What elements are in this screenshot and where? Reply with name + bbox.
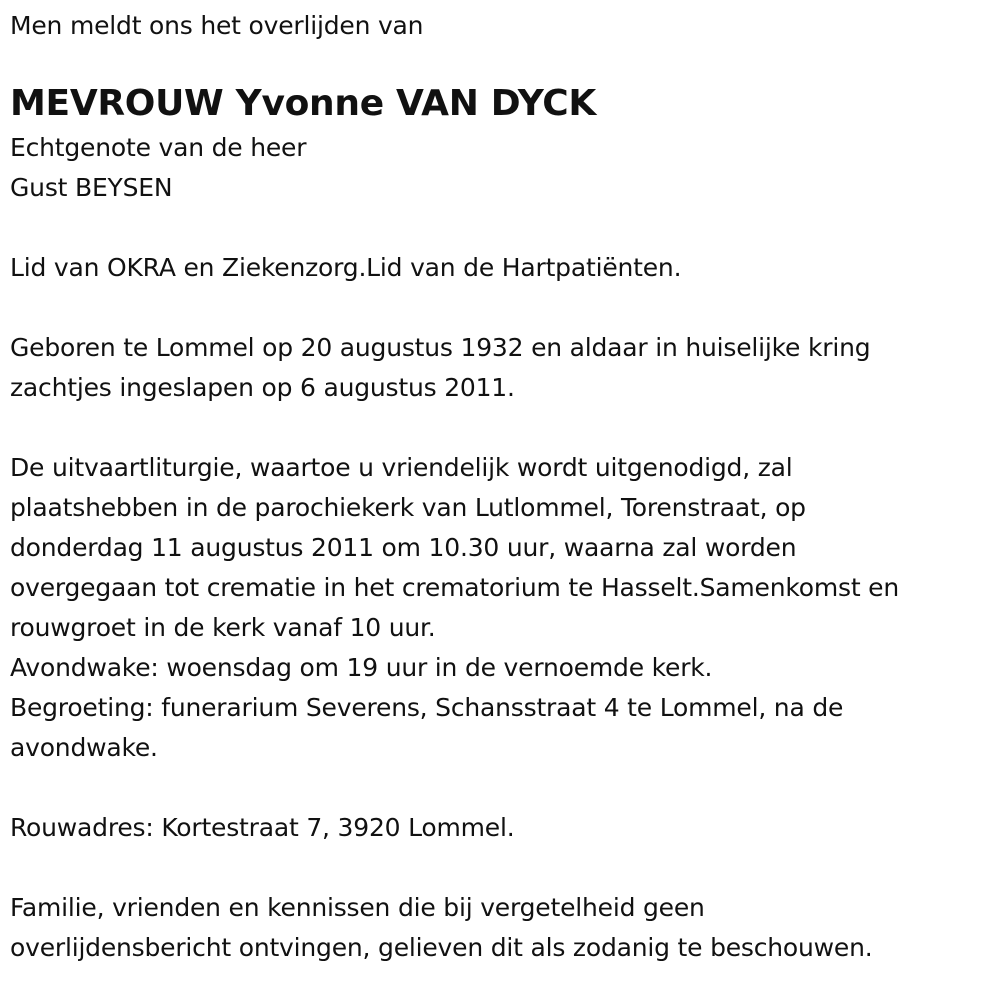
spacer <box>10 848 990 888</box>
closing-line-1: Familie, vrienden en kennissen die bij vergetelheid geen <box>10 893 705 922</box>
spacer <box>10 768 990 808</box>
funeral-line-1: De uitvaartliturgie, waartoe u vriendelijk wordt uitgenodigd, zal <box>10 453 793 482</box>
spacer <box>10 46 990 80</box>
greeting-line-1: Begroeting: funerarium Severens, Schansstraat 4 te Lommel, na de <box>10 693 844 722</box>
membership-text: Lid van OKRA en Ziekenzorg.Lid van de Hartpatiënten. <box>10 253 682 282</box>
mourning-address: Rouwadres: Kortestraat 7, 3920 Lommel. <box>10 813 515 842</box>
spacer <box>10 288 990 328</box>
spouse-line-1: Echtgenote van de heer <box>10 133 307 162</box>
funeral-line-4: overgegaan tot crematie in het crematorium te Hasselt.Samenkomst en <box>10 573 899 602</box>
greeting-line-2: avondwake. <box>10 733 158 762</box>
spacer <box>10 208 990 248</box>
wake-text: Avondwake: woensdag om 19 uur in de vernoemde kerk. <box>10 653 713 682</box>
spacer <box>10 408 990 448</box>
intro-text: Men meldt ons het overlijden van <box>10 11 424 40</box>
deceased-name: MEVROUW Yvonne VAN DYCK <box>10 83 596 124</box>
birth-line-1: Geboren te Lommel op 20 augustus 1932 en aldaar in huiselijke kring <box>10 333 871 362</box>
birth-line-2: zachtjes ingeslapen op 6 augustus 2011. <box>10 373 515 402</box>
funeral-line-5: rouwgroet in de kerk vanaf 10 uur. <box>10 613 436 642</box>
spouse-line-2: Gust BEYSEN <box>10 173 173 202</box>
funeral-line-3: donderdag 11 augustus 2011 om 10.30 uur, waarna zal worden <box>10 533 797 562</box>
closing-line-2: overlijdensbericht ontvingen, gelieven dit als zodanig te beschouwen. <box>10 933 873 962</box>
funeral-line-2: plaatshebben in de parochiekerk van Lutlommel, Torenstraat, op <box>10 493 806 522</box>
